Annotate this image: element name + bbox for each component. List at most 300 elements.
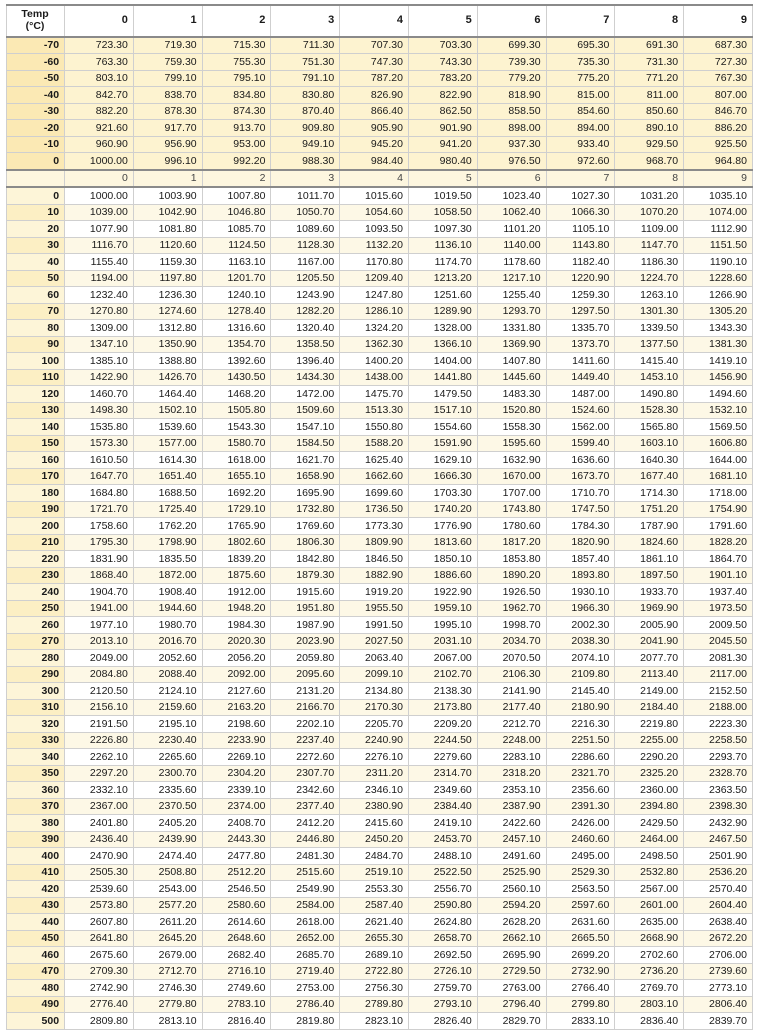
data-cell: 787.20 [340,70,409,87]
data-cell: 2209.20 [408,716,477,733]
data-cell: 1879.30 [271,567,340,584]
data-cell: 1926.50 [477,584,546,601]
table-row [7,600,753,617]
data-cell: 1933.70 [615,584,684,601]
data-cell: 1517.10 [408,402,477,419]
data-cell: 2159.60 [133,699,202,716]
data-cell: 1740.20 [408,501,477,518]
table-header-row [7,5,753,37]
row-label: 10 [7,204,65,221]
data-cell: 2836.40 [615,1013,684,1030]
table-row [7,765,753,782]
data-cell: 1430.50 [202,369,271,386]
data-cell: 2145.40 [546,683,615,700]
data-cell: 2391.30 [546,798,615,815]
data-cell: 874.30 [202,103,271,120]
data-cell: 1580.70 [202,435,271,452]
data-cell: 2188.00 [684,699,753,716]
data-cell: 972.60 [546,153,615,170]
data-cell: 711.30 [271,37,340,54]
data-cell: 2248.00 [477,732,546,749]
data-cell: 2016.70 [133,633,202,650]
sub-column-header-1: 1 [133,170,202,188]
data-cell: 2549.90 [271,881,340,898]
data-cell: 1584.50 [271,435,340,452]
data-cell: 2618.00 [271,914,340,931]
table-row [7,897,753,914]
data-cell: 1729.10 [202,501,271,518]
data-cell: 1170.80 [340,254,409,271]
data-cell: 1670.00 [477,468,546,485]
data-cell: 2398.30 [684,798,753,815]
data-cell: 1751.20 [615,501,684,518]
data-cell: 1647.70 [65,468,134,485]
data-cell: 2095.60 [271,666,340,683]
data-cell: 1259.30 [546,287,615,304]
data-cell: 2488.10 [408,848,477,865]
data-cell: 2419.10 [408,815,477,832]
row-label: 330 [7,732,65,749]
data-cell: 1754.90 [684,501,753,518]
data-cell: 2580.60 [202,897,271,914]
data-cell: 2829.70 [477,1013,546,1030]
data-cell: 2300.70 [133,765,202,782]
data-cell: 2422.60 [477,815,546,832]
table-row [7,221,753,238]
data-cell: 1343.30 [684,320,753,337]
data-cell: 2226.80 [65,732,134,749]
table-row [7,633,753,650]
row-label: 370 [7,798,65,815]
table-row [7,732,753,749]
data-cell: 2597.60 [546,897,615,914]
data-cell: 2736.20 [615,963,684,980]
table-row [7,864,753,881]
data-cell: 1178.60 [477,254,546,271]
data-cell: 1498.30 [65,402,134,419]
data-cell: 1558.30 [477,419,546,436]
data-cell: 1085.70 [202,221,271,238]
table-row [7,1013,753,1030]
data-cell: 2099.10 [340,666,409,683]
data-cell: 1703.30 [408,485,477,502]
data-cell: 2258.50 [684,732,753,749]
table-row [7,980,753,997]
row-label: 400 [7,848,65,865]
data-cell: 1224.70 [615,270,684,287]
data-cell: 1434.30 [271,369,340,386]
data-cell: 2712.70 [133,963,202,980]
data-cell: 1629.10 [408,452,477,469]
row-label: -40 [7,87,65,104]
data-cell: 2013.10 [65,633,134,650]
data-cell: 1445.60 [477,369,546,386]
data-cell: 1472.00 [271,386,340,403]
data-cell: 2041.90 [615,633,684,650]
data-cell: 1105.10 [546,221,615,238]
data-cell: 1449.40 [546,369,615,386]
data-cell: 890.10 [615,120,684,137]
table-row [7,303,753,320]
row-label: -70 [7,37,65,54]
data-cell: 2237.40 [271,732,340,749]
data-cell: 1955.50 [340,600,409,617]
data-cell: 2272.60 [271,749,340,766]
data-cell: 2789.80 [340,996,409,1013]
data-cell: 2009.50 [684,617,753,634]
data-cell: 1282.20 [271,303,340,320]
data-cell: 1550.80 [340,419,409,436]
data-cell: 1293.70 [477,303,546,320]
data-cell: 1710.70 [546,485,615,502]
data-cell: 2408.70 [202,815,271,832]
data-cell: 2685.70 [271,947,340,964]
table-row [7,386,753,403]
data-cell: 1569.50 [684,419,753,436]
row-label: 210 [7,534,65,551]
data-cell: 822.90 [408,87,477,104]
data-cell: 1893.80 [546,567,615,584]
data-cell: 1776.90 [408,518,477,535]
table-row [7,468,753,485]
data-cell: 719.30 [133,37,202,54]
row-label: -10 [7,136,65,153]
table-row [7,848,753,865]
data-cell: 2668.90 [615,930,684,947]
data-cell: 699.30 [477,37,546,54]
data-cell: 2450.20 [340,831,409,848]
data-cell: 1813.60 [408,534,477,551]
data-cell: 2063.40 [340,650,409,667]
row-label: 0 [7,187,65,204]
data-cell: 1097.30 [408,221,477,238]
data-cell: 2749.60 [202,980,271,997]
data-cell: 1573.30 [65,435,134,452]
data-cell: 2432.90 [684,815,753,832]
data-cell: 1991.50 [340,617,409,634]
data-cell: 1132.20 [340,237,409,254]
data-cell: 1089.60 [271,221,340,238]
data-cell: 921.60 [65,120,134,137]
data-cell: 1217.10 [477,270,546,287]
table-row [7,501,753,518]
data-cell: 2113.40 [615,666,684,683]
data-cell: 2134.80 [340,683,409,700]
data-cell: 2779.80 [133,996,202,1013]
data-cell: 1577.00 [133,435,202,452]
data-cell: 2769.70 [615,980,684,997]
data-cell: 850.60 [615,103,684,120]
data-cell: 807.00 [684,87,753,104]
data-cell: 2027.50 [340,633,409,650]
data-cell: 2223.30 [684,716,753,733]
data-cell: 1143.80 [546,237,615,254]
data-cell: 2823.10 [340,1013,409,1030]
data-cell: 898.00 [477,120,546,137]
data-cell: 2387.90 [477,798,546,815]
data-cell: 1205.50 [271,270,340,287]
row-label: 170 [7,468,65,485]
data-cell: 2045.50 [684,633,753,650]
data-cell: 1912.00 [202,584,271,601]
data-cell: 2546.50 [202,881,271,898]
data-cell: 1190.10 [684,254,753,271]
data-cell: 1159.30 [133,254,202,271]
data-cell: 1520.80 [477,402,546,419]
data-cell: 834.80 [202,87,271,104]
data-cell: 2702.60 [615,947,684,964]
data-cell: 1411.60 [546,353,615,370]
data-cell: 2173.80 [408,699,477,716]
data-cell: 2477.80 [202,848,271,865]
data-cell: 2460.60 [546,831,615,848]
data-cell: 811.00 [615,87,684,104]
data-cell: 1031.20 [615,187,684,204]
data-cell: 2002.30 [546,617,615,634]
data-cell: 1736.50 [340,501,409,518]
data-cell: 1074.00 [684,204,753,221]
data-cell: 1565.80 [615,419,684,436]
data-cell: 1464.40 [133,386,202,403]
data-cell: 2255.00 [615,732,684,749]
data-cell: 1595.60 [477,435,546,452]
data-cell: 1732.80 [271,501,340,518]
row-label: 160 [7,452,65,469]
row-label: -50 [7,70,65,87]
data-cell: 964.80 [684,153,753,170]
data-cell: 1651.40 [133,468,202,485]
data-cell: 1263.10 [615,287,684,304]
data-cell: 1969.90 [615,600,684,617]
data-cell: 1407.80 [477,353,546,370]
data-cell: 1868.40 [65,567,134,584]
data-cell: 2756.30 [340,980,409,997]
data-cell: 1400.20 [340,353,409,370]
data-cell: 2109.80 [546,666,615,683]
data-cell: 2699.20 [546,947,615,964]
data-cell: 2655.30 [340,930,409,947]
data-cell: 1297.50 [546,303,615,320]
data-cell: 2191.50 [65,716,134,733]
data-cell: 2446.80 [271,831,340,848]
row-label: 310 [7,699,65,716]
data-cell: 909.80 [271,120,340,137]
data-cell: 1186.30 [615,254,684,271]
data-cell: 1977.10 [65,617,134,634]
data-cell: 1228.60 [684,270,753,287]
data-cell: 1011.70 [271,187,340,204]
temp-corner-header-line2: (°C) [25,19,45,32]
data-cell: 1817.20 [477,534,546,551]
data-cell: 2806.40 [684,996,753,1013]
data-cell: 1966.30 [546,600,615,617]
row-label: 20 [7,221,65,238]
data-cell: 2335.60 [133,782,202,799]
row-label: -30 [7,103,65,120]
data-cell: 2244.50 [408,732,477,749]
data-cell: 2505.30 [65,864,134,881]
data-cell: 1998.70 [477,617,546,634]
data-cell: 2328.70 [684,765,753,782]
data-cell: 1688.50 [133,485,202,502]
data-cell: 771.20 [615,70,684,87]
temp-corner-header [7,5,65,37]
data-cell: 2349.60 [408,782,477,799]
data-cell: 1846.50 [340,551,409,568]
data-cell: 2464.00 [615,831,684,848]
data-cell: 2346.10 [340,782,409,799]
data-cell: 2081.30 [684,650,753,667]
data-cell: 2722.80 [340,963,409,980]
data-cell: 878.30 [133,103,202,120]
data-cell: 1543.30 [202,419,271,436]
data-cell: 2152.50 [684,683,753,700]
data-cell: 1054.60 [340,204,409,221]
data-cell: 1220.90 [546,270,615,287]
data-cell: 2120.50 [65,683,134,700]
data-cell: 1897.50 [615,567,684,584]
data-cell: 1718.00 [684,485,753,502]
table-row [7,996,753,1013]
column-header-0: 0 [65,5,134,37]
row-label: 0 [7,153,65,170]
data-cell: 1347.10 [65,336,134,353]
data-cell: 1328.00 [408,320,477,337]
data-cell: 1930.10 [546,584,615,601]
data-cell: 1828.20 [684,534,753,551]
table-row [7,798,753,815]
data-cell: 968.70 [615,153,684,170]
data-cell: 1174.70 [408,254,477,271]
data-cell: 1839.20 [202,551,271,568]
data-cell: 1003.90 [133,187,202,204]
data-cell: 2276.10 [340,749,409,766]
data-cell: 1251.60 [408,287,477,304]
data-cell: 2339.10 [202,782,271,799]
data-cell: 2729.50 [477,963,546,980]
data-cell: 1614.30 [133,452,202,469]
data-cell: 1591.90 [408,435,477,452]
row-label: 250 [7,600,65,617]
data-cell: 2342.60 [271,782,340,799]
data-cell: 2611.20 [133,914,202,931]
data-cell: 1128.30 [271,237,340,254]
data-cell: 695.30 [546,37,615,54]
data-cell: 1163.10 [202,254,271,271]
data-cell: 1562.00 [546,419,615,436]
data-cell: 1962.70 [477,600,546,617]
table-subheader-row [7,170,753,188]
data-cell: 1915.60 [271,584,340,601]
data-cell: 992.20 [202,153,271,170]
sub-column-header-0: 0 [65,170,134,188]
data-cell: 2529.30 [546,864,615,881]
data-cell: 1000.00 [65,153,134,170]
table-row [7,666,753,683]
data-cell: 1941.00 [65,600,134,617]
column-header-4: 4 [340,5,409,37]
table-row [7,930,753,947]
data-cell: 799.10 [133,70,202,87]
data-cell: 2709.30 [65,963,134,980]
data-cell: 783.20 [408,70,477,87]
data-cell: 739.30 [477,54,546,71]
data-cell: 2641.80 [65,930,134,947]
data-cell: 1243.90 [271,287,340,304]
row-label: 240 [7,584,65,601]
data-cell: 2166.70 [271,699,340,716]
data-cell: 1603.10 [615,435,684,452]
data-cell: 1655.10 [202,468,271,485]
data-cell: 2607.80 [65,914,134,931]
data-cell: 1116.70 [65,237,134,254]
data-cell: 1077.90 [65,221,134,238]
data-cell: 2067.00 [408,650,477,667]
data-cell: 2205.70 [340,716,409,733]
column-header-5: 5 [408,5,477,37]
data-cell: 1959.10 [408,600,477,617]
data-cell: 1662.60 [340,468,409,485]
data-cell: 2283.10 [477,749,546,766]
data-cell: 1618.00 [202,452,271,469]
data-cell: 2031.10 [408,633,477,650]
row-label: 440 [7,914,65,931]
data-cell: 2251.50 [546,732,615,749]
data-cell: 2297.20 [65,765,134,782]
data-cell: 1460.70 [65,386,134,403]
data-cell: 1980.70 [133,617,202,634]
row-label: 300 [7,683,65,700]
data-cell: 1358.50 [271,336,340,353]
data-cell: 2796.40 [477,996,546,1013]
row-label: 120 [7,386,65,403]
data-cell: 2374.00 [202,798,271,815]
data-cell: 1547.10 [271,419,340,436]
row-label: 80 [7,320,65,337]
table-row [7,120,753,137]
table-row [7,947,753,964]
data-cell: 894.00 [546,120,615,137]
data-cell: 1426.70 [133,369,202,386]
data-cell: 2695.90 [477,947,546,964]
row-label: 70 [7,303,65,320]
data-cell: 2356.60 [546,782,615,799]
data-cell: 1415.40 [615,353,684,370]
table-row [7,153,753,170]
table-row [7,617,753,634]
data-cell: 755.30 [202,54,271,71]
data-cell: 1882.90 [340,567,409,584]
row-label: 30 [7,237,65,254]
row-label: 190 [7,501,65,518]
data-cell: 1984.30 [202,617,271,634]
data-cell: 2658.70 [408,930,477,947]
data-cell: 2766.40 [546,980,615,997]
data-cell: 2170.30 [340,699,409,716]
data-cell: 2233.90 [202,732,271,749]
row-label: 270 [7,633,65,650]
column-header-9: 9 [684,5,753,37]
data-cell: 2719.40 [271,963,340,980]
data-cell: 1919.20 [340,584,409,601]
data-cell: 2321.70 [546,765,615,782]
data-cell: 2692.50 [408,947,477,964]
data-cell: 747.30 [340,54,409,71]
data-cell: 2384.40 [408,798,477,815]
data-cell: 1042.90 [133,204,202,221]
table-row [7,584,753,601]
data-cell: 941.20 [408,136,477,153]
